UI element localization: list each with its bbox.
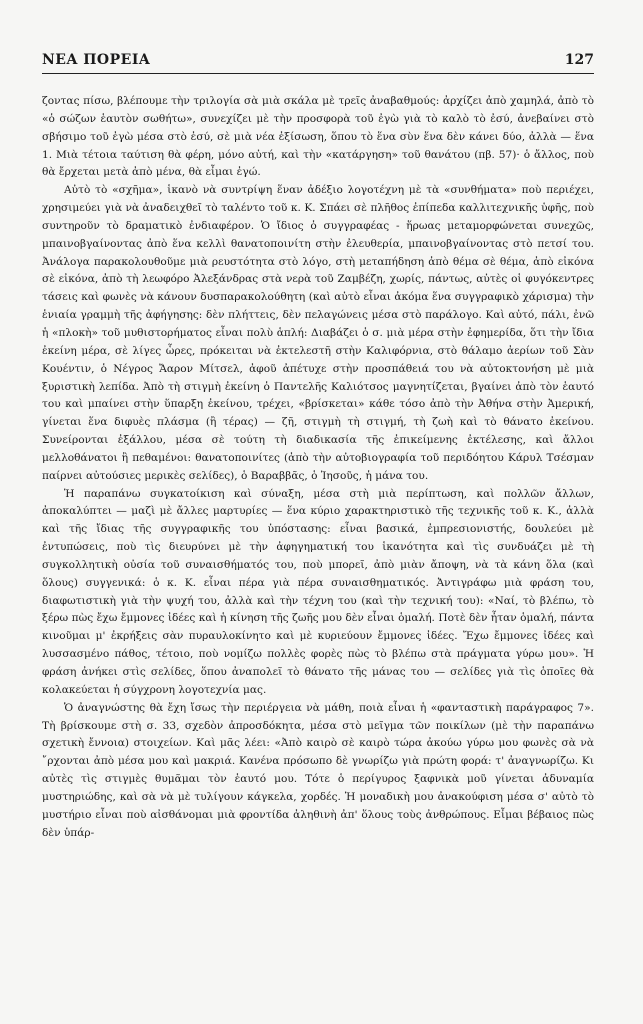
paragraph-2: Αὐτὸ τὸ «σχῆμα», ἱκανὸ νὰ συντρίψη ἕναν ἀδέξιο λογοτέχνη μὲ τὰ «συνθήματα» ποὺ περιέχει, χρησιμεύει γιὰ νὰ ἀναδειχθεῖ τὸ ταλέντο τοῦ κ. Κ. Σπάει σὲ πλῆθος ἐπίπεδα καλλιτεχνικῆς ὑφῆς, ποὺ συντηροῦν τὸ δραματικὸ ἐνδιαφέρον. Ὁ ἴδιος ὁ συγγραφέας - ἥρωας μεταμορφώνεται συνεχῶς, μπαινοβγαίνοντας ἀπὸ ἕνα κελλὶ θανατοποινίτη στὴν ἐλευθερία, μπαινοβγαίνοντας στὸ πετσί του. Ἀνάλογα παρακολουθοῦμε μιὰ ρευστότητα στὸ λόγο, στὴ μεταπήδηση ἀπὸ θέμα σὲ θέμα, ἀπὸ εἰκόνα σὲ εἰκόνα, ἀπὸ τὴ λεωφόρο Ἀλεξάνδρας στὰ νερὰ τοῦ Ζαμβέζη, χωρίς, πάντως, αὐτὲς οἱ φυγόκεντρες τάσεις καὶ φωνὲς νὰ κάνουν δυσπαρακολούθητη (καὶ αὐτὸ εἶναι ἀκόμα ἕνα συγγραφικὸ χάρισμα) τὴν ἑνιαία γραμμὴ τῆς ἀφήγησης: δὲν πλήττεις, δὲν πελαγώνεις μέσα στὸ παράλογο. Καὶ αὐτό, πάλι, ἐνῶ ἡ «πλοκὴ» τοῦ μυθιστορήματος εἶναι πολὺ ἁπλή: Διαβάζει ὁ σ. μιὰ μέρα στὴν ἐφημερίδα, ὅτι τὴν ἴδια ἐκείνη μέρα, σὲ λίγες ὧρες, πρόκειται νὰ ἐκτελεστῆ στὴν Καλιφόρνια, στὸ θάλαμο ἀερίων τοῦ Σὰν Κουέντιν, ὁ Νέγρος Ἄαρον Μίτσελ, ἀφοῦ ἀπέτυχε στὴν προσπάθειά του νὰ αὐτοκτονήση μὲ μιὰ ξυριστικὴ λεπίδα. Ἀπὸ τὴ στιγμὴ ἐκείνη ὁ Παντελῆς Καλιότσος μαγνητίζεται, βγαίνει ἀπὸ τὸν ἑαυτό του καὶ μπαίνει στὴν ὕπαρξη ἐκείνου, τρέχει, «βρίσκεται» κάθε τόσο ἀπὸ τὴν Ἀθήνα στὴν Ἀμερική, γίνεται ἕνα διφυὲς πλάσμα (ἢ τέρας) — ζῆ, στιγμὴ τὴ στιγμή, τὴ ζωὴ καὶ τὸ θάνατο ἐκείνου. Συνείρονται ἐξάλλου, μέσα σὲ τούτη τὴ διαδικασία τῆς ἐπικείμενης ἐκτέλεσης, καὶ ἄλλοι μελλοθάνατοι ἢ πεθαμένοι: θανατοποινίτες (ἀπὸ τὴν αὐτοβιογραφία τοῦ περιδόητου Κάρυλ Τσέσμαν παίρνει αὐτούσιες μερικὲς σελίδες), ὁ Βαραββᾶς, ὁ Ἰησοῦς, ἡ μάνα του. [42,184,594,482]
body-text [42,93,594,842]
paragraph-3: Ἡ παραπάνω συγκατοίκιση καὶ σύναξη, μέσα στὴ μιὰ περίπτωση, καὶ πολλῶν ἄλλων, ἀποκαλύπτει — μαζὶ μὲ ἄλλες μαρτυρίες — ἕνα κύριο χαρακτηριστικὸ τῆς τεχνικῆς τοῦ κ. Κ., ἀλλὰ καὶ τῆς ἴδιας τῆς συγγραφικῆς του ὑπόστασης: εἶναι βασικά, ἐμπρεσιονιστής, δουλεύει μὲ ἐντυπώσεις, ποὺ τὶς διευρύνει μὲ τὴν ἀφηγηματική του ἱκανότητα καὶ τὶς συνδυάζει μὲ τὴ συγκολλητικὴ οὐσία τοῦ συναισθήματός του, ποὺ μπορεῖ, ἀπὸ μιὰν ἄποψη, νὰ τὰ κάνη ὅλα (καὶ ὅλους) συγγενικά: ὁ κ. Κ. εἶναι πέρα γιὰ πέρα συναισθηματικός. Ἀντιγράφω μιὰ φράση του, διαφωτιστικὴ γιὰ τὴν ψυχή του, ἀλλὰ καὶ τὴν τέχνη του (καὶ τὴν τεχνική του): «Ναί, τὸ βλέπω, τὸ ξέρω πὼς ἔχω ἔμμονες ἰδέες καὶ ἡ κίνηση τῆς ζωῆς μου δὲν εἶναι ὁμαλή. Ποτὲ δὲν ἦταν ὁμαλή, πάντα κινοῦμαι μ' ἐκρήξεις σὰν πυραυλοκίνητο καὶ μὲ κυριεύουν ἔμμονες ἰδέες. Ἔχω ἔμμονες ἰδέες καὶ λυσσασμένο πάθος, τέτοιο, ποὺ νομίζω πολλὲς φορὲς πὼς τὸ βλέπω στὰ πράγματα γύρω μου». Ἡ φράση ἀνήκει στὶς σελίδες, ὅπου ἀναπολεῖ τὸ θάνατο τῆς μάνας του — σελίδες γιὰ τὶς ὁποῖες θὰ κολακεύεται ἡ σύγχρονη λογοτεχνία μας. [42,487,594,696]
page [42,52,594,842]
paragraph-4: Ὁ ἀναγνώστης θὰ ἔχη ἴσως τὴν περιέργεια νὰ μάθη, ποιὰ εἶναι ἡ «φανταστικὴ παράγραφος 7». Τὴ βρίσκουμε στὴ σ. 33, σχεδὸν ἀπροσδόκητα, μέσα στὸ μεῖγμα τῶν ποικίλων (μὲ τὴν παραπάνω σχετικὴ ἔννοια) στοιχείων. Καὶ μᾶς λέει: «Ἀπὸ καιρὸ σὲ καιρὸ τώρα ἀκούω γύρω μου φωνὲς σὰ νὰ ῎ρχονται ἀπὸ μέσα μου καὶ μακριά. Κανένα πρόσωπο δὲ γνωρίζω γιὰ πρώτη φορά: τ' ἀναγνωρίζω. Κι αὐτὲς τὶς στιγμὲς θυμᾶμαι τὸν ἑαυτό μου. Τότε ὁ περίγυρος ξαφνικὰ μοῦ γίνεται ἀδυναμία μυστηριώδης, καὶ σὰ νὰ μὲ τυλίγουν κάγκελα, χορδές. Ἡ μοναδικὴ μου ἀνακούφιση μέσα σ' αὐτὸ τὸ μυστήριο εἶναι ποὺ αἰσθάνομαι μιὰ φροντίδα ἀληθινὴ ἀπ' ὅλους τοὺς ἀνθρώπους. Εἶμαι βέβαιος πὼς δὲν ὑπάρ- [42,701,594,839]
paragraph-1: ζοντας πίσω, βλέπουμε τὴν τριλογία σὰ μιὰ σκάλα μὲ τρεῖς ἀναβαθμούς: ἀρχίζει ἀπὸ χαμηλά, ἀπὸ τὸ «ὁ σώζων ἑαυτὸν σωθήτω», συνεχίζει μὲ τὴν προσφορὰ τοῦ ἐγὼ γιὰ τὸ καλὸ τὸ ἐσύ, ἀνεβαίνει στὸ σβήσιμο τοῦ ἐγὼ μέσα στὸ ἐσύ, σὲ μιὰ νέα ἐξίσωση, ὅπου τὸ ἕνα σὺν ἕνα δὲν κάνει δύο, ἀλλὰ — ἕνα 1. Μιὰ τέτοια ταύτιση θὰ φέρη, μόνο αὐτή, καὶ τὴν «κατάργηση» τοῦ θανάτου (πβ. 57)· ὁ ἄλλος, ποὺ θὰ ἔρχεται μετὰ ἀπὸ μένα, θὰ εἶμαι ἐγώ. [42,95,594,179]
running-header [42,52,594,74]
page-number: 127 [564,52,594,68]
running-title: ΝΕΑ ΠΟΡΕΙΑ [42,52,151,68]
